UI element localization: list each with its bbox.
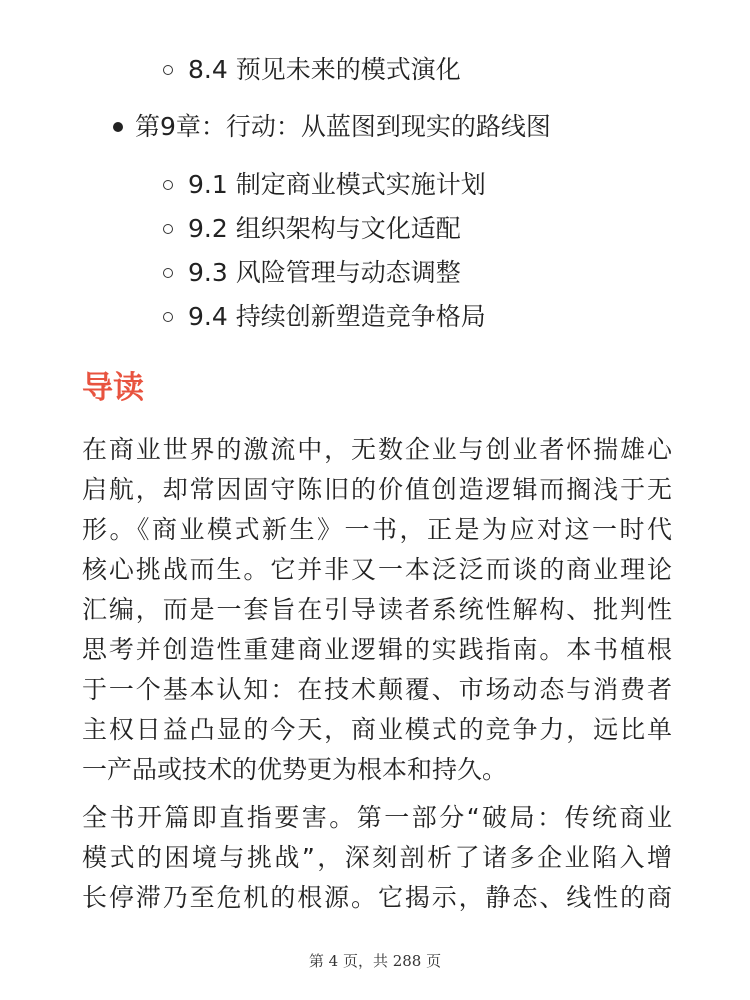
toc-subitem-label: 8.4 预见未来的模式演化 xyxy=(188,55,461,84)
paragraph-line: 一产品或技术的优势更为根本和持久。 xyxy=(82,755,508,784)
paragraph-line: 长停滞乃至危机的根源。它揭示，静态、线性的商 xyxy=(82,883,672,912)
section-heading: 导读 xyxy=(82,370,144,406)
paragraph-line: 主权日益凸显的今天，商业模式的竞争力，远比单 xyxy=(82,715,672,744)
toc-subitem xyxy=(163,300,486,334)
hollow-bullet-icon xyxy=(163,180,173,190)
toc-chapter-item xyxy=(113,110,551,144)
page-number-footer: 第 4 页，共 288 页 xyxy=(308,952,442,970)
paragraph-line: 模式的困境与挑战”，深刻剖析了诸多企业陷入增 xyxy=(82,843,672,872)
toc-subitem-label: 9.1 制定商业模式实施计划 xyxy=(188,170,486,199)
body-paragraph xyxy=(82,430,672,790)
toc-subitem-label: 9.3 风险管理与动态调整 xyxy=(188,258,461,287)
toc-subitem xyxy=(163,168,486,202)
paragraph-line: 形。《商业模式新生》一书，正是为应对这一时代 xyxy=(82,515,672,544)
toc-subitem-label: 9.4 持续创新塑造竞争格局 xyxy=(188,302,486,331)
toc-subitem-label: 9.2 组织架构与文化适配 xyxy=(188,214,461,243)
hollow-bullet-icon xyxy=(163,224,173,234)
paragraph-line: 思考并创造性重建商业逻辑的实践指南。本书植根 xyxy=(82,635,672,664)
toc-subitem xyxy=(163,212,461,246)
solid-bullet-icon xyxy=(113,122,123,132)
paragraph-line: 全书开篇即直指要害。第一部分“破局：传统商业 xyxy=(82,803,672,832)
paragraph-line: 核心挑战而生。它并非又一本泛泛而谈的商业理论 xyxy=(82,555,672,584)
toc-subitem xyxy=(163,53,461,87)
hollow-bullet-icon xyxy=(163,65,173,75)
paragraph-line: 启航，却常因固守陈旧的价值创造逻辑而搁浅于无 xyxy=(82,475,672,504)
paragraph-line: 在商业世界的激流中，无数企业与创业者怀揣雄心 xyxy=(82,435,672,464)
toc-chapter-label: 第9章：行动：从蓝图到现实的路线图 xyxy=(135,112,551,141)
hollow-bullet-icon xyxy=(163,312,173,322)
paragraph-line: 于一个基本认知：在技术颠覆、市场动态与消费者 xyxy=(82,675,672,704)
paragraph-line: 汇编，而是一套旨在引导读者系统性解构、批判性 xyxy=(82,595,672,624)
hollow-bullet-icon xyxy=(163,268,173,278)
body-paragraph xyxy=(82,798,672,918)
toc-subitem xyxy=(163,256,461,290)
